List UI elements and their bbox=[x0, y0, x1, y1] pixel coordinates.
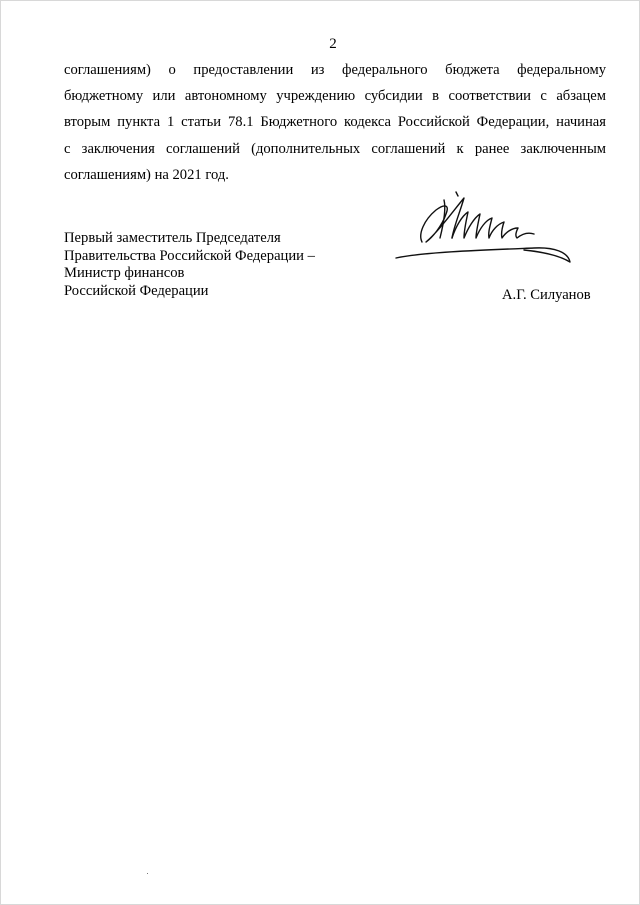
signer-name: А.Г. Силуанов bbox=[502, 287, 591, 303]
body-line: вторым пункта 1 статьи 78.1 Бюджетного кодекса Российской Федерации, начиная bbox=[64, 114, 606, 131]
body-line: бюджетному или автономному учреждению субсидии в соответствии с абзацем bbox=[64, 88, 606, 105]
scan-speck bbox=[147, 873, 148, 874]
handwritten-signature bbox=[384, 182, 584, 272]
body-paragraph bbox=[64, 57, 606, 188]
body-line: соглашениям) о предоставлении из федерального бюджета федеральному bbox=[64, 62, 606, 78]
signatory-title-line: Первый заместитель Председателя bbox=[64, 230, 281, 246]
signatory-title-line: Российской Федерации bbox=[64, 282, 209, 299]
page-number: 2 bbox=[329, 36, 337, 52]
signatory-title-line: Правительства Российской Федерации – bbox=[64, 247, 315, 264]
body-line: с заключения соглашений (дополнительных соглашений к ранее заключенным bbox=[64, 140, 606, 157]
signatory-title-line: Министр финансов bbox=[64, 265, 185, 281]
body-line: соглашениям) на 2021 год. bbox=[64, 166, 229, 183]
signatory-title bbox=[64, 230, 315, 300]
